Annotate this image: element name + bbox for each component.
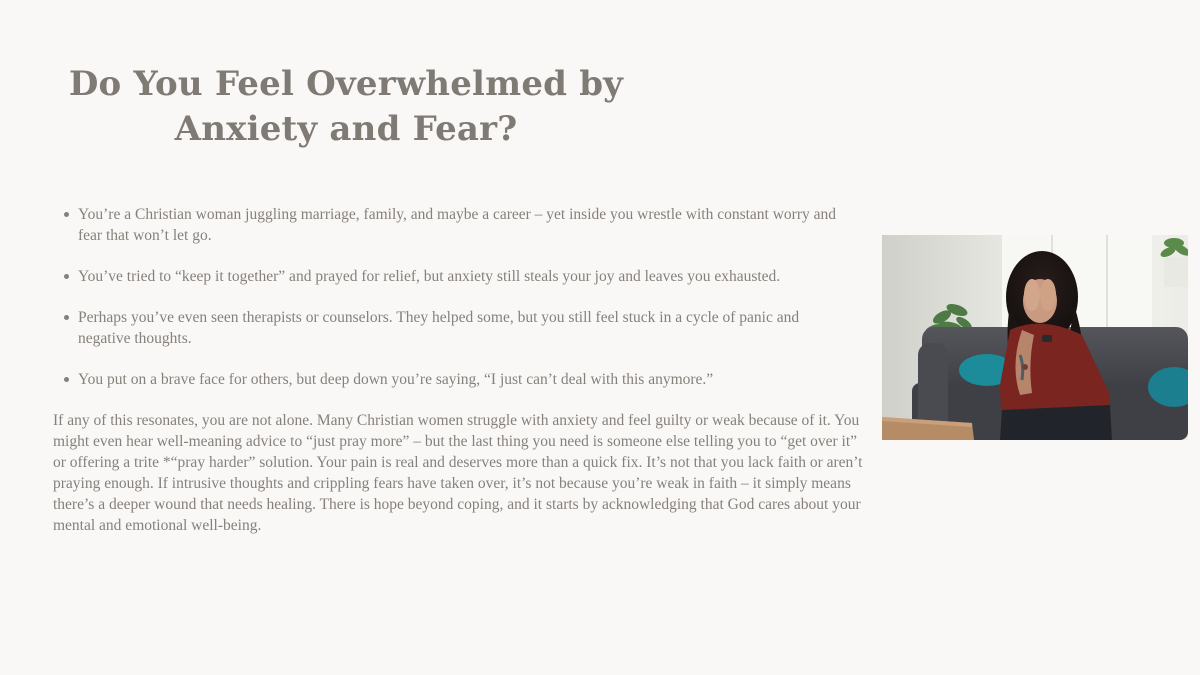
bullet-item: [60, 204, 850, 246]
bullet-item: [60, 307, 850, 349]
bullet-text: You’re a Christian woman juggling marriage, family, and maybe a career – yet inside you wrestle with constant worry and fear that won’t let go.: [78, 206, 837, 244]
bullet-dot-icon: [64, 274, 69, 279]
bullet-item: [60, 266, 850, 287]
bullet-dot-icon: [64, 377, 69, 382]
bullet-text: You’ve tried to “keep it together” and prayed for relief, but anxiety still steals your joy and leaves you exhausted.: [78, 268, 781, 285]
body-paragraph: If any of this resonates, you are not alone. Many Christian women struggle with anxiety and feel guilty or weak because of it. You might even hear well-meaning advice to “just pray more” – but the last thing you need is someone else telling you to “get over it” or offering a trite *“pray harder” solution. Your pain is real and deserves more than a quick fix. It’s not that you lack faith or aren’t praying enough. If intrusive thoughts and crippling fears have taken over, it’s not because you’re weak in faith – it simply means there’s a deeper wound that needs healing. There is hope beyond coping, and it starts by acknowledging that God cares about your mental and emotional well-being.: [53, 412, 863, 534]
bullet-text: You put on a brave face for others, but deep down you’re saying, “I just can’t deal with this anymore.”: [78, 371, 714, 388]
bullet-dot-icon: [64, 315, 69, 320]
bullet-dot-icon: [64, 212, 69, 217]
slide-title: Do You Feel Overwhelmed by Anxiety and Fear?: [68, 64, 624, 149]
bullet-item: [60, 369, 850, 390]
woman-distressed-photo: [882, 235, 1188, 440]
bullet-list: [60, 204, 850, 410]
bullet-text: Perhaps you’ve even seen therapists or counselors. They helped some, but you still feel stuck in a cycle of panic and negative thoughts.: [78, 309, 800, 347]
